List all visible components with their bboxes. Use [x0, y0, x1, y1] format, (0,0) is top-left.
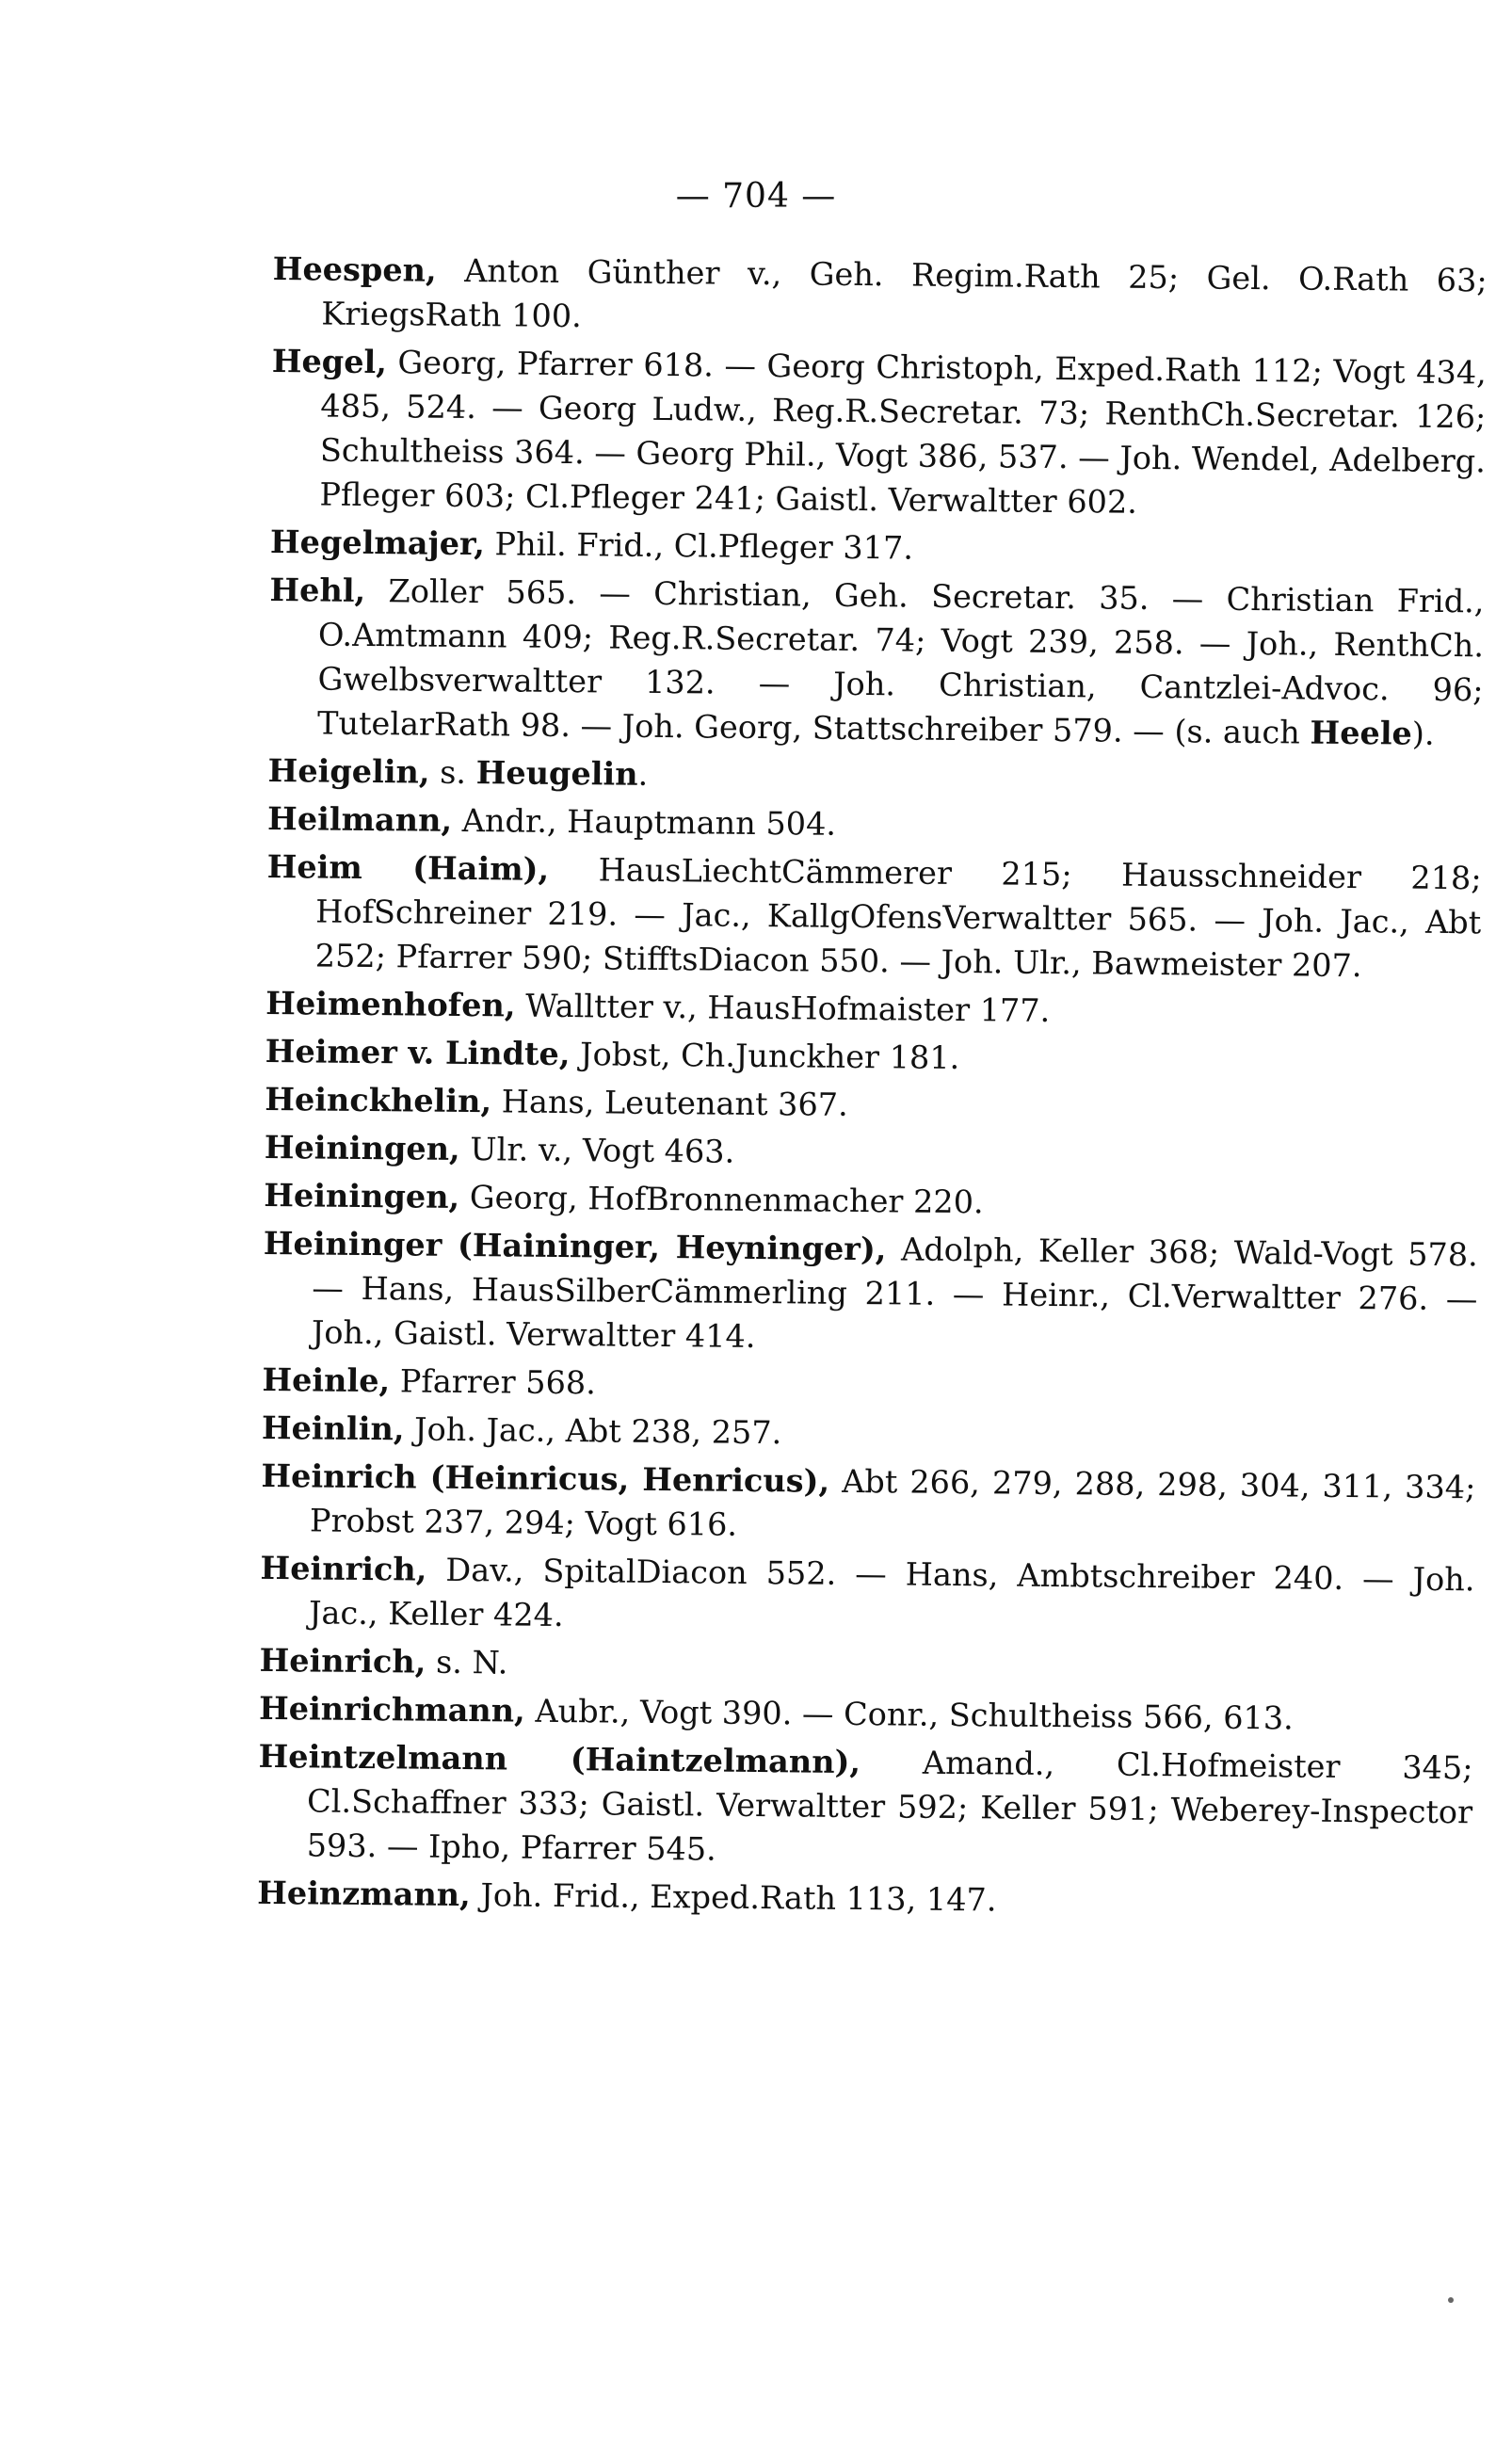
register-entry: [270, 339, 1487, 527]
register-entry: [267, 797, 1482, 852]
entry-text: Abt 266, 279, 288, 298, 304, 311, 334; Probst 237, 294; Vogt 616.: [309, 1462, 1476, 1543]
register-entry: [266, 845, 1482, 989]
entry-headword: Hegelmajer,: [269, 523, 486, 563]
entry-headword: Heimenhofen,: [265, 984, 516, 1024]
entry-text: s. N.: [435, 1643, 508, 1682]
register-entry: [265, 1029, 1480, 1085]
register-entry: [257, 1871, 1472, 1926]
register-entry: [272, 247, 1488, 346]
entry-text: Jobst, Ch.Junckher 181.: [579, 1036, 960, 1077]
entry-text: Hans, Leutenant 367.: [501, 1083, 848, 1123]
entry-headword: Heiningen,: [264, 1128, 460, 1167]
entry-headword: Heimer v. Lindte,: [265, 1032, 571, 1073]
register-entry: [259, 1638, 1473, 1694]
register-entry: [262, 1406, 1476, 1461]
entry-headword: Heinrich (Heinricus, Henricus),: [261, 1456, 830, 1500]
entry-tail: ).: [1411, 715, 1435, 752]
entry-text: Andr., Hauptmann 504.: [461, 801, 837, 843]
entry-headword: Heinrichmann,: [258, 1689, 525, 1730]
entry-headword: Hegel,: [271, 342, 388, 381]
entry-text: Aubr., Vogt 390. — Conr., Schultheiss 566, 613.: [535, 1692, 1294, 1737]
register-entry: [257, 1734, 1472, 1878]
entry-text: Anton Günther v., Geh. Regim.Rath 25; Gel. O.Rath 63; KriegsRath 100.: [321, 251, 1488, 335]
entry-headword: Heinckhelin,: [265, 1080, 492, 1120]
entry-headword: Heinrich,: [260, 1549, 427, 1588]
register-entry: [268, 568, 1485, 756]
entry-crossref: Heele: [1310, 714, 1413, 752]
entry-text: HausLiechtCämmerer 215; Hausschneider 218; HofSchreiner 219. — Jac., KallgOfensVerwaltter 565. — Joh. Jac., Abt 252; Pfarrer 590; StifftsDiacon 550. — Joh. Ulr., Bawmeister 207.: [314, 851, 1482, 985]
entry-text: Ulr. v., Vogt 463.: [470, 1131, 735, 1170]
register-entry: [259, 1686, 1473, 1742]
entry-headword: Heinle,: [262, 1360, 391, 1400]
page-number: — 704 —: [675, 177, 837, 216]
entry-headword: Heim (Haim),: [266, 847, 550, 888]
register-entry: [265, 981, 1480, 1037]
entry-text: Adolph, Keller 368; Wald-Vogt 578. — Hans, HausSilberCämmerling 211. — Heinr., Cl.Verwaltter 276. — Joh., Gaistl. Verwaltter 414.: [311, 1231, 1478, 1355]
entry-headword: Heininger (Haininger, Heyninger),: [263, 1224, 887, 1268]
register-entry: [261, 1454, 1476, 1553]
entry-headword: Heinzmann,: [257, 1874, 472, 1914]
register-entry: [270, 520, 1485, 575]
entry-text: Joh. Jac., Abt 238, 257.: [413, 1410, 782, 1452]
register-entry: [267, 748, 1482, 804]
register-entry: [264, 1173, 1478, 1229]
entry-crossref: Heugelin: [475, 754, 638, 793]
entry-text: Dav., SpitalDiacon 552. — Hans, Ambtschreiber 240. — Joh. Jac., Keller 424.: [308, 1551, 1475, 1634]
entry-headword: Hehl,: [269, 571, 366, 609]
entry-text: Joh. Frid., Exped.Rath 113, 147.: [480, 1876, 997, 1919]
entry-text: Phil. Frid., Cl.Pfleger 317.: [494, 525, 914, 567]
entry-headword: Heinrich,: [259, 1641, 426, 1681]
entry-text: Walltter v., HausHofmaister 177.: [525, 987, 1051, 1029]
register-entries: [257, 247, 1488, 1930]
entry-headword: Heiningen,: [264, 1176, 460, 1215]
entry-text: Amand., Cl.Hofmeister 345; Cl.Schaffner 333; Gaistl. Verwaltter 592; Keller 591; Weberey-Inspector 593. — Ipho, Pfarrer 545.: [306, 1744, 1473, 1868]
register-entry: [263, 1221, 1478, 1365]
register-entry: [265, 1077, 1479, 1133]
entry-text: Pfarrer 568.: [399, 1362, 597, 1402]
entry-text: Georg, HofBronnenmacher 220.: [469, 1179, 984, 1221]
entry-headword: Heintzelmann (Haintzelmann),: [258, 1737, 861, 1781]
register-entry: [262, 1358, 1476, 1413]
entry-text: Georg, Pfarrer 618. — Georg Christoph, Exped.Rath 112; Vogt 434, 485, 524. — Georg Ludw., Reg.R.Secretar. 73; RenthCh.Secretar. 126; Schultheiss 364. — Georg Phil., Vogt 386, 537. — Joh. Wendel, Adelberg. Pfleger 603; Cl.Pfleger 241; Gaistl. Verwaltter 602.: [319, 344, 1487, 521]
register-entry: [260, 1546, 1475, 1646]
entry-headword: Heilmann,: [266, 799, 453, 839]
entry-text: Zoller 565. — Christian, Geh. Secretar. 35. — Christian Frid., O.Amtmann 409; Reg.R.Secretar. 74; Vogt 239, 258. — Joh., RenthCh. Gwelbsverwaltter 132. — Joh. Christian, Cantzlei-Advoc. 96; TutelarRath 98. — Joh. Georg, Stattschreiber 579. — (s. auch: [316, 572, 1485, 751]
entry-headword: Heespen,: [272, 249, 437, 289]
entry-headword: Heinlin,: [261, 1408, 405, 1448]
entry-headword: Heigelin,: [267, 751, 430, 791]
entry-tail: .: [637, 755, 649, 793]
entry-text: s.: [440, 753, 467, 791]
ink-speck: [1448, 2297, 1454, 2303]
register-entry: [265, 1125, 1479, 1181]
